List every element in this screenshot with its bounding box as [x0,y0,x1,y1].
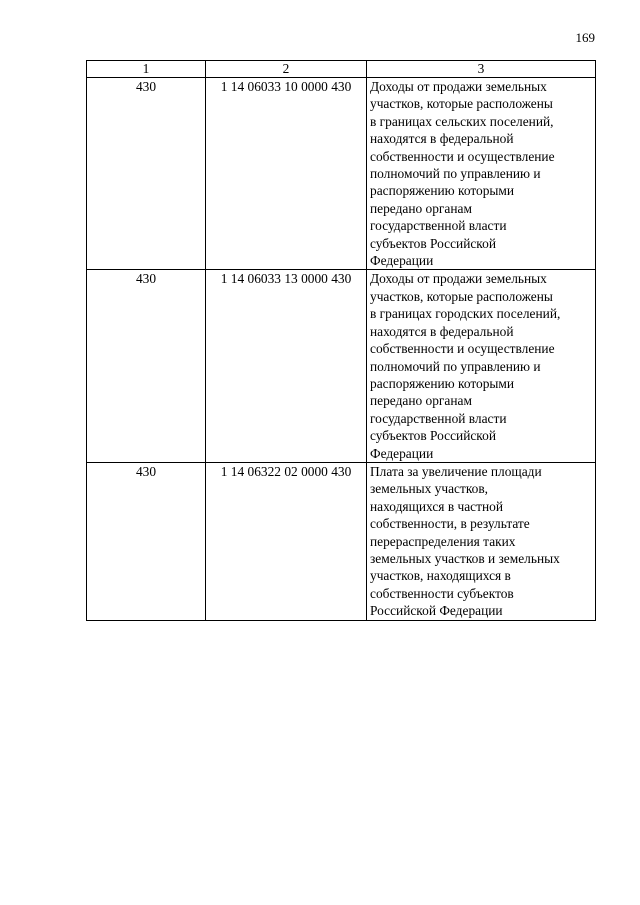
description-line: находятся в федеральной [370,131,514,147]
description-line: собственности и осуществление [370,148,555,164]
description-line: субъектов Российской [370,428,496,444]
column-header-3: 3 [367,61,596,78]
description-line: собственности субъектов [370,585,514,601]
description-line: Плата за увеличение площади [370,463,542,479]
description-line: земельных участков, [370,481,489,497]
description-line: Доходы от продажи земельных [370,79,547,94]
description-line: субъектов Российской [370,235,496,251]
description-line: Доходы от продажи земельных [370,271,547,287]
income-code-cell: 1 14 06033 13 0000 430 [206,270,367,462]
admin-code-cell: 430 [87,78,206,270]
description-line: передано органам [370,393,472,409]
table-row [87,78,596,270]
description-line: Федерации [370,253,434,269]
page-number: 169 [575,30,595,45]
description-line: участков, находящихся в [370,568,511,584]
description-line: перераспределения таких [370,533,516,549]
description-line: участков, которые расположены [370,96,553,112]
column-header-2: 2 [206,61,367,78]
description-line: распоряжению которыми [370,183,515,199]
description-line: распоряжению которыми [370,375,515,391]
description-cell [367,462,596,620]
admin-code-cell: 430 [87,270,206,462]
description-line: собственности и осуществление [370,341,555,357]
description-line: Федерации [370,445,434,461]
description-cell [367,78,596,270]
income-codes-table [86,60,596,621]
table-row [87,462,596,620]
description-line: находящихся в частной [370,498,503,514]
table-header-row [87,61,596,78]
description-line: участков, которые расположены [370,288,553,304]
admin-code-cell: 430 [87,462,206,620]
table-body [87,78,596,621]
description-line: полномочий по управлению и [370,358,541,374]
description-line: передано органам [370,200,472,216]
description-line: полномочий по управлению и [370,166,541,182]
description-line: земельных участков и земельных [370,550,560,566]
income-code-cell: 1 14 06033 10 0000 430 [206,78,367,270]
description-line: государственной власти [370,410,507,426]
income-code-cell: 1 14 06322 02 0000 430 [206,462,367,620]
description-cell [367,270,596,462]
table-row [87,270,596,462]
description-line: Российской Федерации [370,603,503,619]
description-line: находятся в федеральной [370,323,514,339]
column-header-1: 1 [87,61,206,78]
description-line: собственности, в результате [370,516,530,532]
description-line: государственной власти [370,218,507,234]
description-line: в границах сельских поселений, [370,113,554,129]
description-line: в границах городских поселений, [370,306,561,322]
